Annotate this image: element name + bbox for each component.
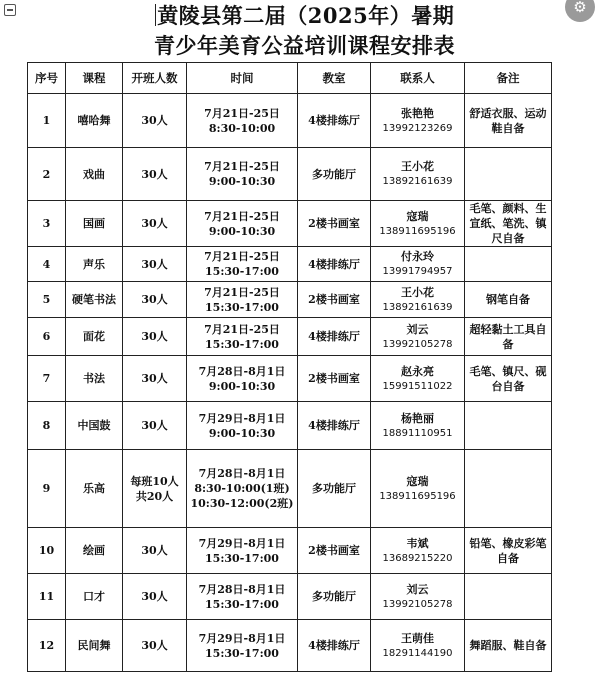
course-name: 硬笔书法 (66, 282, 123, 318)
contact-cell (371, 201, 465, 247)
course-name: 声乐 (66, 247, 123, 282)
contact-phone: 18891110951 (382, 427, 453, 439)
contact-name: 寇瑞 (406, 209, 429, 223)
contact-cell (371, 356, 465, 402)
note: 毛笔、镇尺、砚台自备 (465, 356, 552, 402)
class-time: 7月21日-25日 9:00-10:30 (187, 148, 298, 201)
row-number: 11 (28, 574, 66, 620)
class-size: 30人 (123, 574, 187, 620)
table-row (28, 574, 552, 620)
table-row (28, 247, 552, 282)
class-size: 30人 (123, 402, 187, 450)
note (465, 402, 552, 450)
contact-name: 刘云 (406, 322, 429, 336)
classroom: 2楼书画室 (298, 282, 371, 318)
note (465, 247, 552, 282)
note: 铅笔、橡皮彩笔自备 (465, 528, 552, 574)
class-time: 7月21日-25日 15:30-17:00 (187, 282, 298, 318)
contact-cell (371, 282, 465, 318)
contact-cell (371, 402, 465, 450)
contact-name: 赵永亮 (401, 364, 434, 378)
course-name: 绘画 (66, 528, 123, 574)
header-row (28, 63, 552, 94)
class-time: 7月29日-8月1日 15:30-17:00 (187, 528, 298, 574)
class-time: 7月28日-8月1日 8:30-10:00(1班) 10:30-12:00(2班) (187, 450, 298, 528)
note: 钢笔自备 (465, 282, 552, 318)
table-row (28, 318, 552, 356)
course-name: 民间舞 (66, 620, 123, 672)
classroom: 4楼排练厅 (298, 402, 371, 450)
class-size: 30人 (123, 148, 187, 201)
classroom: 多功能厅 (298, 148, 371, 201)
contact-cell (371, 528, 465, 574)
contact-phone: 13992123269 (382, 122, 453, 134)
table-row (28, 450, 552, 528)
class-size: 每班10人 共20人 (123, 450, 187, 528)
contact-cell (371, 620, 465, 672)
table-row (28, 94, 552, 148)
contact-phone: 138911695196 (379, 225, 456, 237)
row-number: 4 (28, 247, 66, 282)
classroom: 多功能厅 (298, 574, 371, 620)
contact-phone: 13992105278 (382, 338, 453, 350)
table-row (28, 148, 552, 201)
table-row (28, 528, 552, 574)
page-title-line1 (0, 2, 609, 30)
contact-phone: 138911695196 (379, 490, 456, 502)
contact-name: 王萌佳 (401, 631, 434, 645)
note: 毛笔、颜料、生宣纸、笔洗、镇尺自备 (465, 201, 552, 247)
contact-cell (371, 247, 465, 282)
table-row (28, 282, 552, 318)
table-row (28, 620, 552, 672)
class-time: 7月21日-25日 15:30-17:00 (187, 247, 298, 282)
contact-phone: 13892161639 (382, 301, 453, 313)
contact-phone: 13892161639 (382, 176, 453, 187)
header-no: 序号 (28, 63, 66, 94)
header-contact: 联系人 (371, 63, 465, 94)
course-name: 书法 (66, 356, 123, 402)
contact-phone: 18291144190 (382, 647, 453, 659)
table-row (28, 201, 552, 247)
row-number: 10 (28, 528, 66, 574)
header-time: 时间 (187, 63, 298, 94)
note: 超轻黏土工具自备 (465, 318, 552, 356)
row-number: 9 (28, 450, 66, 528)
contact-name: 付永玲 (401, 250, 434, 263)
row-number: 6 (28, 318, 66, 356)
class-time: 7月21日-25日 8:30-10:00 (187, 94, 298, 148)
classroom: 2楼书画室 (298, 528, 371, 574)
class-time: 7月21日-25日 9:00-10:30 (187, 201, 298, 247)
class-size: 30人 (123, 620, 187, 672)
class-size: 30人 (123, 282, 187, 318)
classroom: 4楼排练厅 (298, 94, 371, 148)
note (465, 574, 552, 620)
course-name: 面花 (66, 318, 123, 356)
contact-phone: 15991511022 (382, 380, 453, 392)
contact-name: 韦斌 (406, 536, 429, 550)
contact-cell (371, 94, 465, 148)
header-room: 教室 (298, 63, 371, 94)
contact-cell (371, 318, 465, 356)
classroom: 多功能厅 (298, 450, 371, 528)
row-number: 5 (28, 282, 66, 318)
contact-phone: 13991794957 (382, 266, 453, 277)
classroom: 4楼排练厅 (298, 318, 371, 356)
contact-name: 杨艳丽 (401, 411, 434, 425)
course-name: 口才 (66, 574, 123, 620)
gear-icon: ⚙ (573, 0, 587, 16)
note: 舞蹈服、鞋自备 (465, 620, 552, 672)
table-row (28, 356, 552, 402)
class-time: 7月29日-8月1日 15:30-17:00 (187, 620, 298, 672)
contact-name: 寇瑞 (406, 474, 429, 488)
note (465, 450, 552, 528)
page-title-line2: 青少年美育公益培训课程安排表 (154, 33, 455, 58)
header-size: 开班人数 (123, 63, 187, 94)
class-size: 30人 (123, 528, 187, 574)
contact-name: 王小花 (401, 160, 434, 173)
note (465, 148, 552, 201)
note: 舒适衣服、运动鞋自备 (465, 94, 552, 148)
classroom: 2楼书画室 (298, 201, 371, 247)
course-name: 中国鼓 (66, 402, 123, 450)
contact-name: 张艳艳 (401, 106, 434, 120)
course-name: 戏曲 (66, 148, 123, 201)
classroom: 2楼书画室 (298, 356, 371, 402)
classroom: 4楼排练厅 (298, 620, 371, 672)
classroom: 4楼排练厅 (298, 247, 371, 282)
row-number: 12 (28, 620, 66, 672)
header-course: 课程 (66, 63, 123, 94)
table-row (28, 402, 552, 450)
contact-phone: 13689215220 (382, 552, 453, 564)
contact-name: 王小花 (401, 285, 434, 299)
contact-cell (371, 450, 465, 528)
class-time: 7月21日-25日 15:30-17:00 (187, 318, 298, 356)
course-name: 嘻哈舞 (66, 94, 123, 148)
contact-name: 刘云 (406, 582, 429, 596)
class-size: 30人 (123, 356, 187, 402)
class-time: 7月29日-8月1日 9:00-10:30 (187, 402, 298, 450)
row-number: 2 (28, 148, 66, 201)
class-time: 7月28日-8月1日 15:30-17:00 (187, 574, 298, 620)
row-number: 3 (28, 201, 66, 247)
course-name: 乐高 (66, 450, 123, 528)
course-name: 国画 (66, 201, 123, 247)
schedule-table (27, 62, 552, 672)
title-text-1: 黄陵县第二届（2025年）暑期 (157, 3, 455, 28)
class-time: 7月28日-8月1日 9:00-10:30 (187, 356, 298, 402)
class-size: 30人 (123, 201, 187, 247)
contact-phone: 13992105278 (382, 598, 453, 610)
class-size: 30人 (123, 94, 187, 148)
class-size: 30人 (123, 318, 187, 356)
row-number: 8 (28, 402, 66, 450)
row-number: 7 (28, 356, 66, 402)
contact-cell (371, 574, 465, 620)
contact-cell (371, 148, 465, 201)
class-size: 30人 (123, 247, 187, 282)
row-number: 1 (28, 94, 66, 148)
header-note: 备注 (465, 63, 552, 94)
